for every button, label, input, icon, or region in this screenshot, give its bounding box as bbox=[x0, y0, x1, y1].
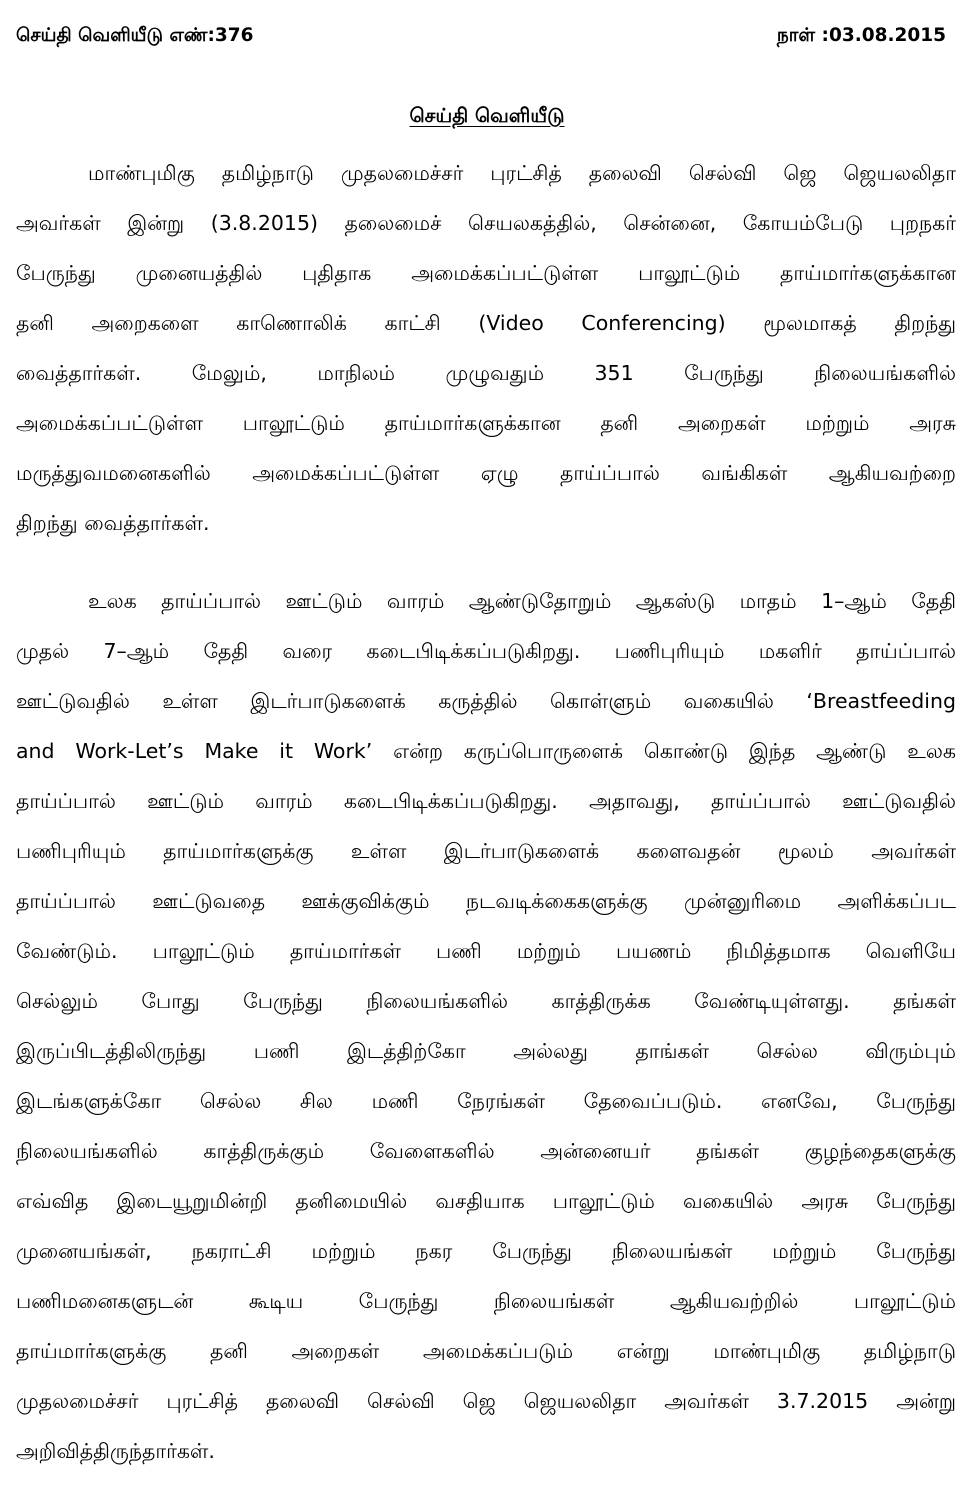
paragraph-line: முதல் 7–ஆம் தேதி வரை கடைபிடிக்கப்படுகிறது. பணிபுரியும் மகளிர் தாய்ப்பால் bbox=[16, 639, 956, 663]
paragraph-line: தாய்ப்பால் ஊட்டுவதை ஊக்குவிக்கும் நடவடிக்கைகளுக்கு முன்னுரிமை அளிக்கப்பட bbox=[16, 889, 956, 913]
release-number: செய்தி வெளியீடு எண்:376 bbox=[16, 24, 254, 46]
paragraph-line: முதலமைச்சர் புரட்சித் தலைவி செல்வி ஜெ ஜெயலலிதா அவர்கள் 3.7.2015 அன்று bbox=[16, 1389, 956, 1413]
document-title bbox=[0, 104, 974, 130]
paragraph-line: அவர்கள் இன்று (3.8.2015) தலைமைச் செயலகத்தில், சென்னை, கோயம்பேடு புறநகர் bbox=[16, 211, 956, 235]
paragraph-line: பணிபுரியும் தாய்மார்களுக்கு உள்ள இடர்பாடுகளைக் களைவதன் மூலம் அவர்கள் bbox=[16, 839, 956, 863]
paragraph-line: முனையங்கள், நகராட்சி மற்றும் நகர பேருந்து நிலையங்கள் மற்றும் பேருந்து bbox=[16, 1239, 956, 1263]
paragraph-line: செல்லும் போது பேருந்து நிலையங்களில் காத்திருக்க வேண்டியுள்ளது. தங்கள் bbox=[16, 989, 956, 1013]
paragraph-line: தாய்ப்பால் ஊட்டும் வாரம் கடைபிடிக்கப்படுகிறது. அதாவது, தாய்ப்பால் ஊட்டுவதில் bbox=[16, 789, 956, 813]
paragraph-line: அறிவித்திருந்தார்கள். bbox=[16, 1439, 215, 1463]
paragraph-line: எவ்வித இடையூறுமின்றி தனிமையில் வசதியாக பாலூட்டும் வகையில் அரசு பேருந்து bbox=[16, 1189, 956, 1213]
paragraph-line: உலக தாய்ப்பால் ஊட்டும் வாரம் ஆண்டுதோறும் ஆகஸ்டு மாதம் 1–ஆம் தேதி bbox=[88, 589, 956, 613]
paragraph-line: and Work-Let’s Make it Work’ என்ற கருப்பொருளைக் கொண்டு இந்த ஆண்டு உலக bbox=[16, 739, 956, 763]
paragraph-line: தாய்மார்களுக்கு தனி அறைகள் அமைக்கப்படும் என்று மாண்புமிகு தமிழ்நாடு bbox=[16, 1339, 956, 1363]
document-header bbox=[16, 22, 946, 50]
release-date: நாள் :03.08.2015 bbox=[776, 24, 946, 46]
paragraph-line: மாண்புமிகு தமிழ்நாடு முதலமைச்சர் புரட்சித் தலைவி செல்வி ஜெ ஜெயலலிதா bbox=[88, 161, 956, 185]
paragraph-line: ஊட்டுவதில் உள்ள இடர்பாடுகளைக் கருத்தில் கொள்ளும் வகையில் ‘Breastfeeding bbox=[16, 689, 956, 713]
paragraph-line: இருப்பிடத்திலிருந்து பணி இடத்திற்கோ அல்லது தாங்கள் செல்ல விரும்பும் bbox=[16, 1039, 956, 1063]
paragraph-line: பேருந்து முனையத்தில் புதிதாக அமைக்கப்பட்டுள்ள பாலூட்டும் தாய்மார்களுக்கான bbox=[16, 261, 956, 285]
paragraph-line: தனி அறைகளை காணொலிக் காட்சி (Video Conferencing) மூலமாகத் திறந்து bbox=[16, 311, 956, 335]
paragraph-line: வேண்டும். பாலூட்டும் தாய்மார்கள் பணி மற்றும் பயணம் நிமித்தமாக வெளியே bbox=[16, 939, 956, 963]
paragraph-line: வைத்தார்கள். மேலும், மாநிலம் முழுவதும் 351 பேருந்து நிலையங்களில் bbox=[16, 361, 956, 385]
paragraph-line: திறந்து வைத்தார்கள். bbox=[16, 511, 210, 535]
paragraph-line: பணிமனைகளுடன் கூடிய பேருந்து நிலையங்கள் ஆகியவற்றில் பாலூட்டும் bbox=[16, 1289, 956, 1313]
paragraph-line: அமைக்கப்பட்டுள்ள பாலூட்டும் தாய்மார்களுக்கான தனி அறைகள் மற்றும் அரசு bbox=[16, 411, 956, 435]
paragraph-line: நிலையங்களில் காத்திருக்கும் வேளைகளில் அன்னையர் தங்கள் குழந்தைகளுக்கு bbox=[16, 1139, 956, 1163]
paragraph-line: இடங்களுக்கோ செல்ல சில மணி நேரங்கள் தேவைப்படும். எனவே, பேருந்து bbox=[16, 1089, 956, 1113]
title-text: செய்தி வெளியீடு bbox=[409, 104, 565, 127]
paragraph-2 bbox=[16, 576, 956, 1476]
paragraph-1 bbox=[16, 148, 956, 548]
paragraph-line: மருத்துவமனைகளில் அமைக்கப்பட்டுள்ள ஏழு தாய்ப்பால் வங்கிகள் ஆகியவற்றை bbox=[16, 461, 956, 485]
